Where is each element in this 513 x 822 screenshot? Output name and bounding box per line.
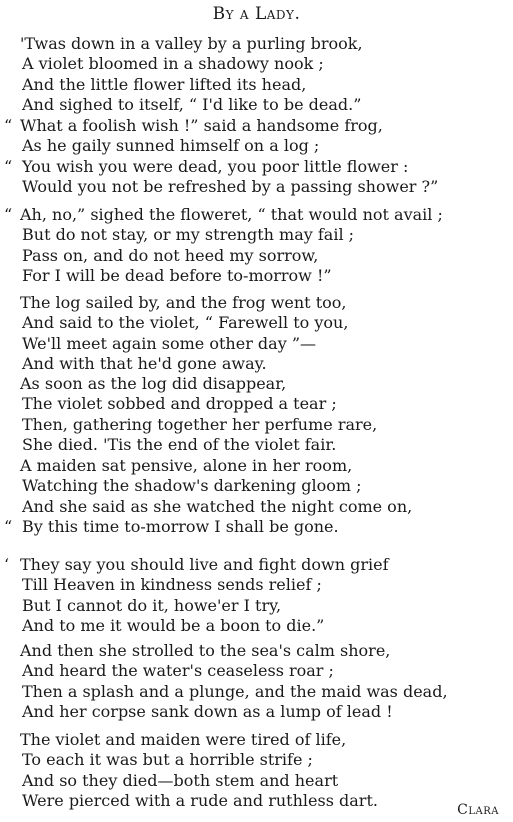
poem-line xyxy=(0,34,513,54)
poem-line-text: We'll meet again some other day ”— xyxy=(22,333,317,353)
poem-line xyxy=(0,661,513,681)
poem-line-text: And sighed to itself, “ I'd like to be dead.” xyxy=(22,95,362,115)
poem-line xyxy=(0,575,513,595)
poem-line-text: Then, gathering together her perfume rare, xyxy=(22,414,378,434)
poem-line xyxy=(0,476,513,496)
poem-line-text: And with that he'd gone away. xyxy=(22,354,267,374)
poem-line xyxy=(0,313,513,333)
poem-line-text: The violet and maiden were tired of life, xyxy=(20,730,347,749)
poem-line xyxy=(0,682,513,702)
opening-quote-mark: “ xyxy=(4,517,13,537)
author-signature: Clara xyxy=(457,802,499,818)
stanza xyxy=(0,641,513,723)
poem-line xyxy=(0,136,513,156)
poem-line-text: They say you should live and fight down grief xyxy=(20,555,389,574)
poem-line-text: To each it was but a horrible strife ; xyxy=(22,750,313,770)
poem-line-text: What a foolish wish !” said a handsome frog, xyxy=(20,116,383,135)
poem-line-text: She died. 'Tis the end of the violet fair. xyxy=(22,435,337,455)
opening-quote-mark: “ xyxy=(4,205,13,224)
poem-line xyxy=(0,730,513,750)
poem-line xyxy=(0,435,513,455)
poem-line xyxy=(0,116,513,136)
poem-line xyxy=(0,616,513,636)
poem-line-text: Till Heaven in kindness sends relief ; xyxy=(22,575,322,595)
poem-line xyxy=(0,394,513,414)
poem-title: By a Lady. xyxy=(212,4,301,24)
poem-line xyxy=(0,596,513,616)
poem-line-text: Then a splash and a plunge, and the maid was dead, xyxy=(22,681,448,701)
poem-line-text: Were pierced with a rude and ruthless dart. xyxy=(22,791,378,811)
poem-line xyxy=(0,293,513,313)
poem-line-text: And so they died—both stem and heart xyxy=(22,770,339,790)
poem-line-text: But do not stay, or my strength may fail ; xyxy=(22,225,355,245)
poem-line-text: A violet bloomed in a shadowy nook ; xyxy=(22,54,324,74)
poem-line xyxy=(0,791,513,811)
poem-line-text: The log sailed by, and the frog went too, xyxy=(20,293,347,312)
poem-line-text: And then she strolled to the sea's calm shore, xyxy=(20,641,391,660)
poem-line-text: And heard the water's ceaseless roar ; xyxy=(22,661,334,681)
opening-quote-mark: ‘ xyxy=(4,555,10,574)
poem-line-text: Would you not be refreshed by a passing shower ?” xyxy=(22,177,439,197)
poem-line-text: 'Twas down in a valley by a purling brook, xyxy=(20,34,363,53)
poem-line-text: A maiden sat pensive, alone in her room, xyxy=(20,456,353,475)
poem-line-text: You wish you were dead, you poor little flower : xyxy=(22,156,409,176)
poem-line-text: For I will be dead before to-morrow !” xyxy=(22,266,332,286)
stanza xyxy=(0,116,513,198)
poem-line-text: And her corpse sank down as a lump of lead ! xyxy=(22,702,393,722)
stanza xyxy=(0,730,513,812)
poem-line xyxy=(0,54,513,74)
poem-line-text: By this time to-morrow I shall be gone. xyxy=(22,517,339,537)
poem-line xyxy=(0,555,513,575)
poem-line-text: And she said as she watched the night come on, xyxy=(22,496,413,516)
stanza xyxy=(0,456,513,538)
poem-line xyxy=(0,771,513,791)
poem-line-text: And said to the violet, “ Farewell to you, xyxy=(22,313,349,333)
poem-line xyxy=(0,266,513,286)
poem-line xyxy=(0,177,513,197)
poem-line xyxy=(0,225,513,245)
poem-line xyxy=(0,415,513,435)
poem-line xyxy=(0,354,513,374)
opening-quote-mark: “ xyxy=(4,156,13,176)
poem-line xyxy=(0,702,513,722)
opening-quote-mark: “ xyxy=(4,116,13,135)
poem-line xyxy=(0,75,513,95)
stanza xyxy=(0,205,513,287)
poem-line xyxy=(0,497,513,517)
poem-line xyxy=(0,641,513,661)
poem-line xyxy=(0,517,513,537)
poem-line-text: Ah, no,” sighed the floweret, “ that would not avail ; xyxy=(20,205,443,224)
poem-line xyxy=(0,95,513,115)
poem-line-text: Pass on, and do not heed my sorrow, xyxy=(22,245,319,265)
poem-line xyxy=(0,750,513,770)
poem-line-text: And the little flower lifted its head, xyxy=(22,74,307,94)
stanza xyxy=(0,555,513,637)
poem-line-text: As he gaily sunned himself on a log ; xyxy=(22,136,320,156)
poem-line-text: The violet sobbed and dropped a tear ; xyxy=(22,394,337,414)
poem-line xyxy=(0,374,513,394)
stanza xyxy=(0,293,513,375)
stanza xyxy=(0,34,513,116)
stanza xyxy=(0,374,513,456)
poem-line xyxy=(0,205,513,225)
poem-line-text: And to me it would be a boon to die.” xyxy=(22,616,325,636)
poem-line-text: But I cannot do it, howe'er I try, xyxy=(22,595,282,615)
poem-line xyxy=(0,334,513,354)
poem-line xyxy=(0,157,513,177)
poem-line-text: As soon as the log did disappear, xyxy=(20,374,287,393)
poem-line xyxy=(0,246,513,266)
poem-line xyxy=(0,456,513,476)
poem-line-text: Watching the shadow's darkening gloom ; xyxy=(22,476,362,496)
